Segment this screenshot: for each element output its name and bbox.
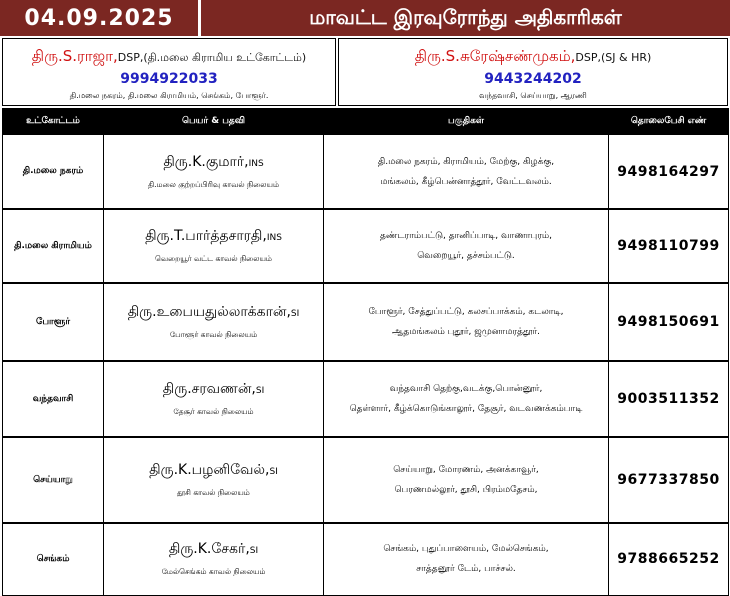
subdivision-cell: செய்யாறு xyxy=(3,437,104,523)
dsp-card-left xyxy=(2,38,336,106)
subdivision-cell: போளூர் xyxy=(3,283,104,361)
table-row xyxy=(3,437,729,523)
officer-name-text: திரு.K.குமார், xyxy=(163,153,249,170)
areas-line: ஆதமங்கலம் புதூர், ஜமுனாமரத்தூர். xyxy=(391,327,541,337)
table-row xyxy=(3,209,729,283)
areas-cell xyxy=(324,437,609,523)
officer-rank: SI xyxy=(249,546,259,557)
officer-name-text: திரு.K.பழனிவேல், xyxy=(149,462,270,478)
officer-name xyxy=(104,541,323,559)
officer-name xyxy=(104,228,323,246)
subdivision-cell: தி.மலை கிராமியம் xyxy=(3,209,104,283)
areas-line: வந்தவாசி தெற்கு,வடக்கு,பொன்னூர், xyxy=(389,384,543,394)
officer-name xyxy=(104,381,323,399)
officer-station: போளூர் காவல் நிலையம் xyxy=(169,330,258,339)
phone-cell: 9498110799 xyxy=(609,209,729,283)
areas-cell xyxy=(324,283,609,361)
table-row xyxy=(3,361,729,437)
phone-cell: 9498150691 xyxy=(609,283,729,361)
officer-cell xyxy=(104,283,324,361)
areas-line: தெள்ளார், கீழ்க்கொடுங்காலூர், தேசூர், வடவணக்கம்பாடி xyxy=(349,404,583,414)
dsp-name-text: திரு.S.சுரேஷ்சண்முகம், xyxy=(414,47,576,65)
areas-line: போளூர், சேத்துப்பட்டு, கலசப்பாக்கம், கடலாடி, xyxy=(368,307,564,317)
table-row xyxy=(3,134,729,209)
phone-cell: 9788665252 xyxy=(609,523,729,595)
phone-cell: 9003511352 xyxy=(609,361,729,437)
areas-line: பெரணமல்லூர், தூசி, பிரம்மதேசம், xyxy=(394,485,538,495)
areas-line: தி.மலை நகரம், கிராமியம், மேற்கு, கிழக்கு, xyxy=(377,156,555,167)
phone-cell: 9677337850 xyxy=(609,437,729,523)
officer-rank: INS xyxy=(248,158,264,169)
officer-name xyxy=(104,462,323,480)
dsp-rank: DSP,(தி.மலை கிராமிய உட்கோட்டம்) xyxy=(117,51,307,64)
col-header-subdivision: உட்கோட்டம் xyxy=(3,109,104,135)
areas-line: தண்டராம்பட்டு, தானிப்பாடி, வாணாபுரம், xyxy=(380,231,552,241)
dsp-card-right xyxy=(338,38,728,106)
officer-station: தூசி காவல் நிலையம் xyxy=(177,488,250,497)
areas-cell xyxy=(324,134,609,209)
officer-station: தி.மலை குற்றப்பிரிவு காவல் நிலையம் xyxy=(148,179,279,189)
officer-station: மேல்செங்கம் காவல் நிலையம் xyxy=(161,567,266,577)
col-header-name-rank: பெயர் & பதவி xyxy=(104,109,324,135)
areas-cell xyxy=(324,523,609,595)
officer-name xyxy=(104,304,323,322)
col-header-areas: பகுதிகள் xyxy=(324,109,609,135)
officers-table xyxy=(2,108,729,596)
dsp-name-text: திரு.S.ராஜா, xyxy=(31,47,118,65)
report-title: மாவட்ட இரவுரோந்து அதிகாரிகள் xyxy=(309,4,622,29)
officer-cell xyxy=(104,523,324,595)
officer-name-text: திரு.உபையதுல்லாக்கான், xyxy=(127,304,291,320)
dsp-phone: 9994922033 xyxy=(120,71,218,87)
officer-name-text: திரு.T.பார்த்தசாரதி, xyxy=(145,228,267,244)
areas-cell xyxy=(324,209,609,283)
dsp-name xyxy=(339,47,727,67)
areas-line: செங்கம், புதுப்பாளையம், மேல்செங்கம், xyxy=(383,544,549,555)
officer-cell xyxy=(104,437,324,523)
areas-line: வெறையூர், தச்சம்பட்டு. xyxy=(417,251,515,261)
col-header-phone: தொலைபேசி எண் xyxy=(609,109,729,135)
officer-cell xyxy=(104,361,324,437)
officer-name-text: திரு.K.சேகர், xyxy=(168,541,250,558)
areas-cell xyxy=(324,361,609,437)
table-row xyxy=(3,523,729,595)
areas-line: செய்யாறு, மோரணம், அனக்காவூர், xyxy=(393,465,539,475)
officer-rank: SI xyxy=(255,386,265,396)
dsp-rank: DSP,(SJ & HR) xyxy=(575,51,652,64)
table-header-row xyxy=(3,109,729,135)
dsp-phone: 9443244202 xyxy=(484,71,582,87)
officer-name xyxy=(104,154,323,172)
dsp-area: தி.மலை நகரம், தி.மலை கிராமியம், செங்கம், போளூர். xyxy=(69,91,269,100)
phone-cell: 9498164297 xyxy=(609,134,729,209)
officer-rank: INS xyxy=(266,233,282,243)
subdivision-cell: தி.மலை நகரம் xyxy=(3,134,104,209)
areas-line: மங்கலம், கீழ்பென்னாத்தூர், வேட்டவலம். xyxy=(380,176,552,187)
officer-cell xyxy=(104,209,324,283)
officer-cell xyxy=(104,134,324,209)
subdivision-cell: வந்தவாசி xyxy=(3,361,104,437)
areas-line: சாத்தனூர் டேம், பாச்சல். xyxy=(416,564,516,575)
subdivision-cell: செங்கம் xyxy=(3,523,104,595)
report-date: 04.09.2025 xyxy=(24,5,174,31)
officer-name-text: திரு.சரவணன், xyxy=(162,381,256,397)
officer-rank: SI xyxy=(290,309,300,319)
title-banner xyxy=(0,0,730,36)
table-row xyxy=(3,283,729,361)
officer-rank: SI xyxy=(269,467,278,477)
officer-station: வெறையூர் வட்ட காவல் நிலையம் xyxy=(155,254,272,263)
dsp-area: வந்தவாசி, செய்யாறு, ஆரணி xyxy=(479,91,587,100)
dsp-name xyxy=(3,47,335,67)
officer-station: தேசூர் காவல் நிலையம் xyxy=(173,407,254,416)
